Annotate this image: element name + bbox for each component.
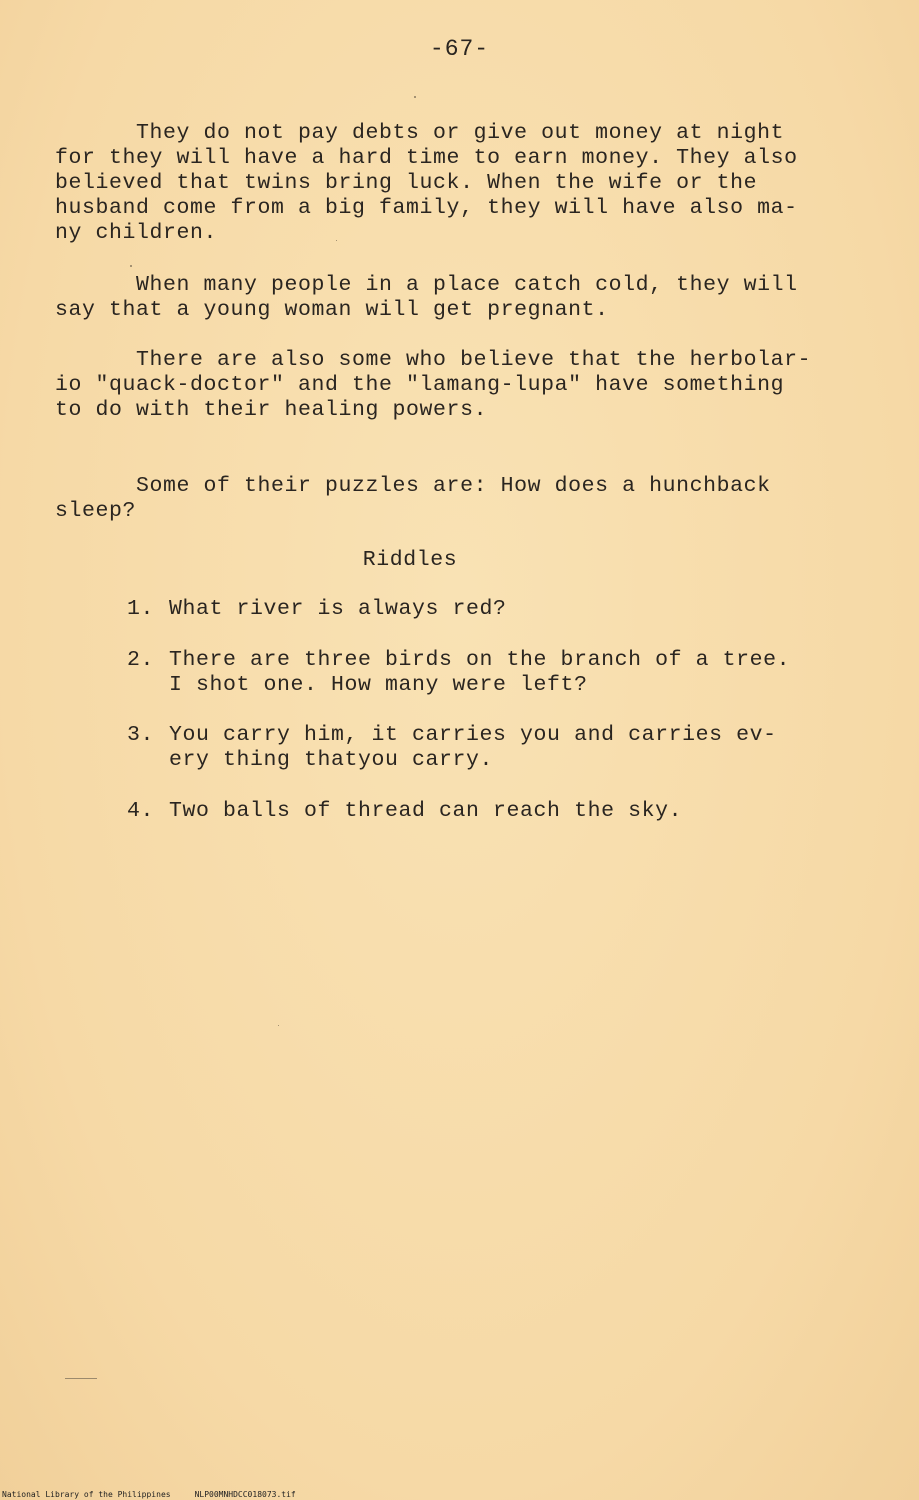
paragraph-puzzles: Some of their puzzles are: How does a hunchback sleep? [55, 474, 771, 523]
paragraph-colds: When many people in a place catch cold, they will say that a young woman will get pregnant. [55, 273, 798, 322]
riddle-item [127, 597, 867, 622]
paper-speck [130, 265, 132, 267]
riddle-text: You carry him, it carries you and carries ev- ery thing thatyou carry. [169, 723, 777, 772]
riddle-number: 2. [127, 648, 155, 672]
paper-speck [414, 96, 416, 98]
scan-filename: NLP00MNHDCC018073.tif [194, 1490, 296, 1499]
riddle-text: What river is always red? [169, 597, 507, 621]
margin-rule [65, 1378, 97, 1379]
paper-speck [278, 1025, 279, 1026]
riddle-item [127, 799, 867, 824]
riddle-number: 4. [127, 799, 155, 823]
paper-speck [336, 240, 337, 241]
riddle-number: 1. [127, 597, 155, 621]
riddles-heading: Riddles [362, 548, 458, 572]
library-credit: National Library of the Philippines [2, 1490, 171, 1499]
scan-footer [2, 1490, 320, 1499]
paragraph-healers: There are also some who believe that the herbolar- io "quack-doctor" and the "lamang-lupa" have something to do with their healing powers. [55, 348, 812, 422]
riddle-text: There are three birds on the branch of a tree. I shot one. How many were left? [169, 648, 791, 697]
page-number: -67- [429, 36, 490, 62]
riddle-text: Two balls of thread can reach the sky. [169, 799, 683, 823]
riddle-number: 3. [127, 723, 155, 747]
riddle-item [127, 648, 867, 698]
riddle-item [127, 723, 867, 773]
paragraph-superstitions: They do not pay debts or give out money at night for they will have a hard time to earn money. They also believed that twins bring luck. When the wife or the husband come from a big family, they will have also ma- ny children. [55, 121, 798, 245]
